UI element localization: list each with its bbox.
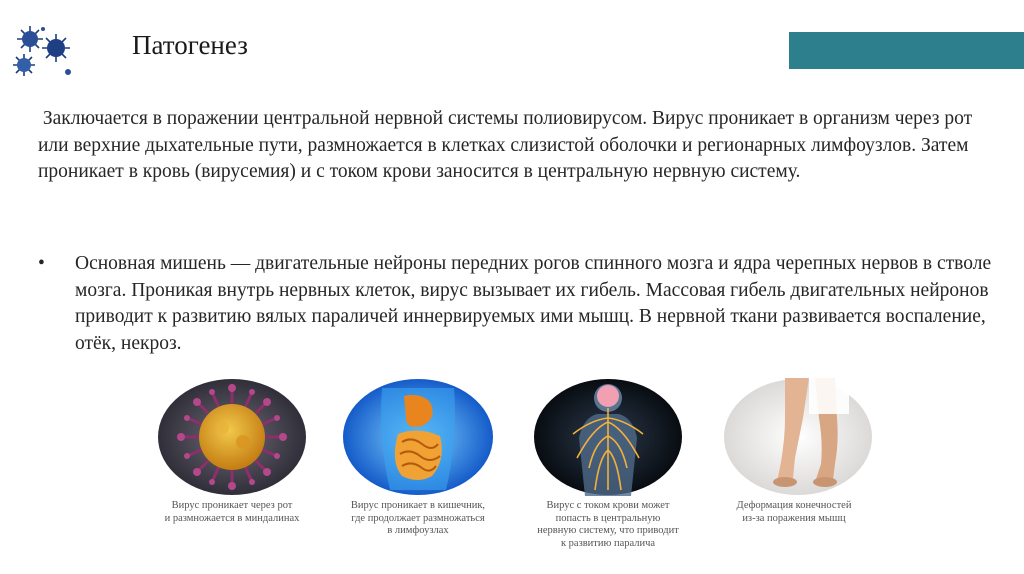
intestine-icon	[342, 378, 494, 496]
deformed-legs-icon	[723, 378, 873, 496]
figure-caption: Вирус проникает в кишечник, где продолжает размножаться в лимфоузлах	[350, 500, 486, 536]
figure-caption: Вирус проникает через рот и размножается в миндалинах	[164, 500, 300, 524]
nervous-system-icon	[533, 378, 683, 496]
list-item	[38, 251, 1008, 357]
figure-caption: Вирус с током крови может попасть в центральную нервную систему, что приводит к развитию паралича	[537, 500, 679, 549]
bullet-list	[38, 251, 1008, 357]
bullet-text: Основная мишень — двигательные нейроны передних рогов спинного мозга и ядра черепных нервов в стволе мозга. Проникая внутрь нервных клеток, вирус вызывает их гибель. Массовая гибель двигательных нейронов приводит к развитию вялых параличей иннервируемых ими мышц. В нервной ткани развивается воспаление, отёк, некроз.	[75, 253, 992, 354]
figure-caption: Деформация конечностей из-за поражения мышц	[736, 500, 852, 524]
intro-paragraph	[38, 106, 988, 186]
figure-virus	[157, 378, 307, 496]
virus-particle-icon	[157, 378, 307, 496]
virus-logo-icon	[8, 22, 78, 80]
bullet-marker: •	[38, 253, 45, 274]
figure-nervous-system	[533, 378, 683, 496]
intro-paragraph-text: Заключается в поражении центральной нервной системы полиовирусом. Вирус проникает в организм через рот или верхние дыхательные пути, размножается в клетках слизистой оболочки и регионарных лимфоузлов. Затем проникает в кровь (вирусемия) и с током крови заносится в центральную нервную систему.	[38, 108, 973, 182]
header-accent-bar	[789, 32, 1024, 69]
page-title: Патогенез	[132, 30, 248, 60]
figure-legs	[723, 378, 873, 496]
figure-intestine	[342, 378, 494, 496]
